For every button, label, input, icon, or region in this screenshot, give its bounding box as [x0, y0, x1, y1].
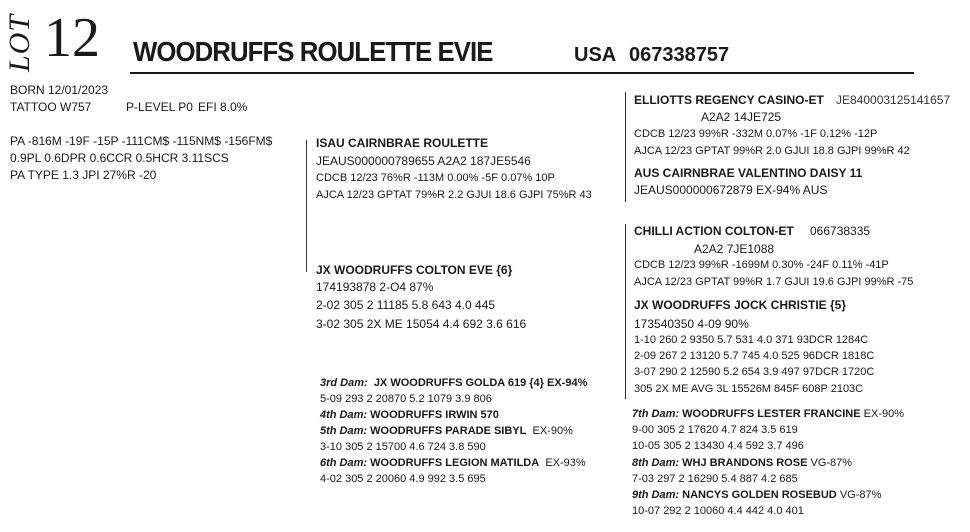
dam-line-1: 174193878 2-O4 87%: [316, 280, 434, 294]
dams-sire-line-1: A2A2 7JE1088: [694, 242, 775, 256]
pa-line-1: PA -816M -19F -15P -111CM$ -115NM$ -156FM$: [10, 134, 273, 148]
fifth-dam: 5th Dam: WOODRUFFS PARADE SIBYL EX-90%: [320, 425, 573, 437]
sires-sire-id: JE840003125141657: [836, 93, 951, 107]
tattoo: TATTOO W757: [10, 100, 92, 114]
seventh-dam-record-2: 10-05 305 2 13430 4.4 592 3.7 496: [632, 440, 804, 452]
sires-sire-line-2: CDCB 12/23 99%R -332M 0.07% -1F 0.12% -12P: [634, 128, 878, 140]
dams-dam-line-4: 3-07 290 2 12590 5.2 654 3.9 497 97DCR 1720C: [634, 366, 875, 378]
dams-sire-name: CHILLI ACTION COLTON-ET: [634, 224, 794, 238]
seventh-dam-record-1: 9-00 305 2 17620 4.7 824 3.5 619: [632, 424, 798, 436]
pedigree-bracket-sire: [625, 92, 626, 202]
dams-dam-line-3: 2-09 267 2 13120 5.7 745 4.0 525 96DCR 1818C: [634, 350, 875, 362]
dams-dam-line-5: 305 2X ME AVG 3L 15526M 845F 608P 2103C: [634, 383, 864, 395]
third-dam-record: 5-09 293 2 20870 5.2 1079 3.9 806: [320, 393, 492, 405]
sixth-dam: 6th Dam: WOODRUFFS LEGION MATILDA EX-93%: [320, 457, 586, 469]
dams-dam-line-1: 173540350 4-09 90%: [634, 317, 749, 331]
dams-sire-id: 066738335: [810, 224, 871, 238]
sire-line-3: AJCA 12/23 GPTAT 79%R 2.2 GJUI 18.6 GJPI 75%R 43: [316, 189, 592, 201]
dam-line-2: 2-02 305 2 11185 5.8 643 4.0 445: [316, 298, 496, 312]
eighth-dam-record: 7-03 297 2 16290 5.4 887 4.2 685: [632, 473, 798, 485]
pedigree-bracket-dam: [625, 224, 626, 399]
third-dam: 3rd Dam: JX WOODRUFFS GOLDA 619 {4} EX-94%: [320, 377, 588, 389]
fifth-dam-record: 3-10 305 2 15700 4.6 724 3.8 590: [320, 441, 486, 453]
sires-sire-line-1: A2A2 14JE725: [701, 110, 782, 124]
dam-line-3: 3-02 305 2X ME 15054 4.4 692 3.6 616: [316, 317, 527, 331]
dam-name: JX WOODRUFFS COLTON EVE {6}: [316, 263, 513, 277]
sires-dam-name: AUS CAIRNBRAE VALENTINO DAISY 11: [634, 166, 863, 180]
pa-line-2: 0.9PL 0.6DPR 0.6CCR 0.5HCR 3.11SCS: [10, 151, 229, 165]
pedigree-bracket-left: [306, 140, 307, 272]
sixth-dam-record: 4-02 305 2 20060 4.9 992 3.5 695: [320, 473, 486, 485]
animal-name: WOODRUFFS ROULETTE EVIE: [133, 36, 493, 67]
ninth-dam-record: 10-07 292 2 10060 4.4 442 4.0 401: [632, 505, 804, 517]
lot-number: 12: [44, 7, 100, 69]
sire-line-2: CDCB 12/23 76%R -113M 0.00% -5F 0.07% 10P: [316, 172, 555, 184]
fourth-dam: 4th Dam: WOODRUFFS IRWIN 570: [320, 409, 499, 421]
lot-label: LOT: [3, 13, 36, 72]
sires-sire-name: ELLIOTTS REGENCY CASINO-ET: [634, 93, 824, 107]
sire-line-1: JEAUS000000789655 A2A2 187JE5546: [316, 154, 531, 168]
born: BORN 12/01/2023: [10, 83, 109, 97]
sire-name: ISAU CAIRNBRAE ROULETTE: [316, 136, 489, 150]
header-rule: [130, 72, 914, 74]
registration-number: 067338757: [629, 44, 730, 66]
dams-sire-line-3: AJCA 12/23 GPTAT 99%R 1.7 GJUI 19.6 GJPI 99%R -75: [634, 276, 914, 288]
sires-dam-line-1: JEAUS000000672879 EX-94% AUS: [634, 183, 828, 197]
dams-dam-line-2: 1-10 260 2 9350 5.7 531 4.0 371 93DCR 1284C: [634, 334, 869, 346]
eighth-dam: 8th Dam: WHJ BRANDONS ROSE VG-87%: [632, 457, 853, 469]
country: USA: [574, 44, 617, 66]
efi: EFI 8.0%: [198, 100, 248, 114]
pa-type: PA TYPE 1.3 JPI 27%R -20: [10, 168, 157, 182]
dams-sire-line-2: CDCB 12/23 99%R -1699M 0.30% -24F 0.11% -41P: [634, 259, 889, 271]
sires-sire-line-3: AJCA 12/23 GPTAT 99%R 2.0 GJUI 18.8 GJPI 99%R 42: [634, 145, 910, 157]
seventh-dam: 7th Dam: WOODRUFFS LESTER FRANCINE EX-90%: [632, 408, 904, 420]
dams-dam-name: JX WOODRUFFS JOCK CHRISTIE {5}: [634, 298, 847, 312]
ninth-dam: 9th Dam: NANCYS GOLDEN ROSEBUD VG-87%: [632, 489, 882, 501]
p-level: P-LEVEL P0: [126, 100, 193, 114]
